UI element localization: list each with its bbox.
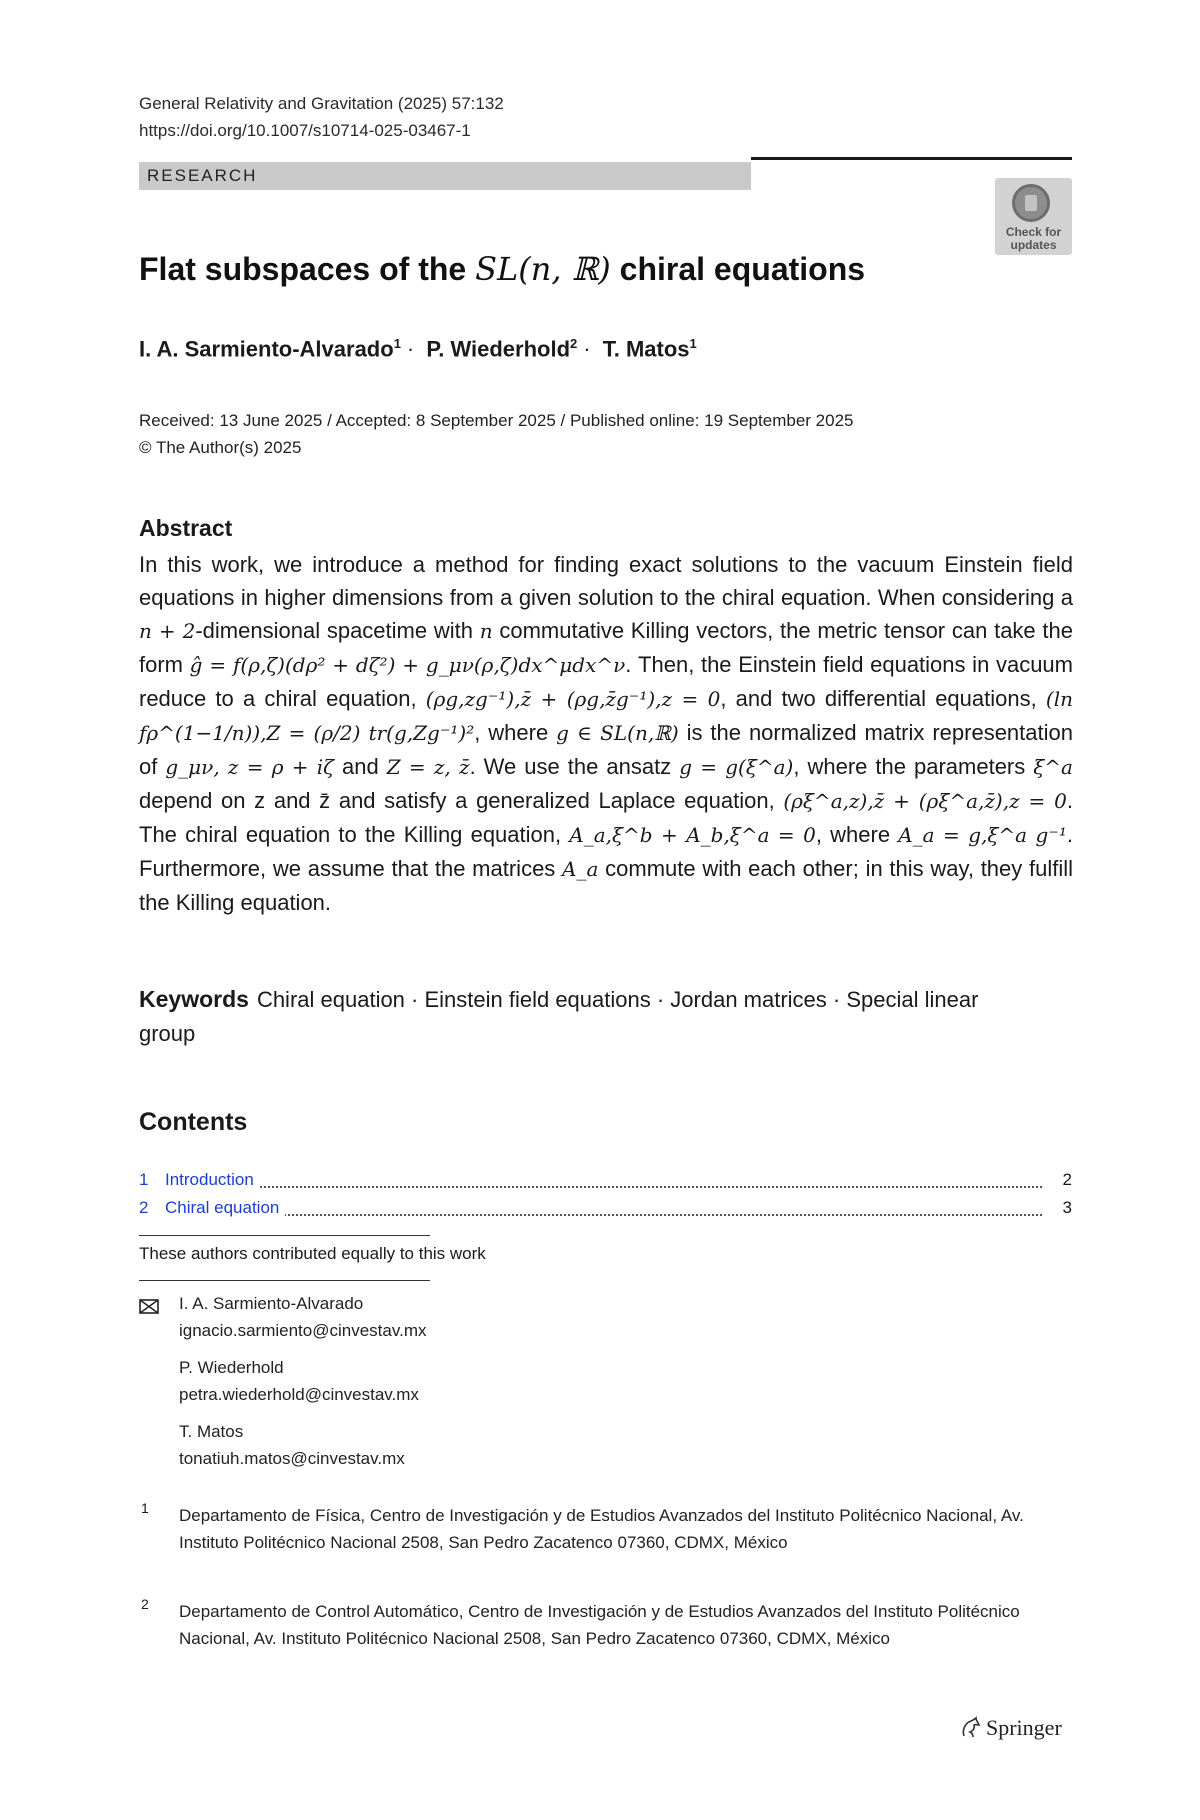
springer-horse-icon	[958, 1716, 982, 1740]
footnote-equal-contribution: These authors contributed equally to this work	[139, 1244, 486, 1263]
affiliation-text: Departamento de Física, Centro de Investigación y de Estudios Avanzados del Instituto Politécnico Nacional, Av. Instituto Politécnico Nacional 2508, San Pedro Zacatenco 07360, CDMX, México	[179, 1506, 1024, 1552]
check-updates-icon	[1012, 184, 1050, 222]
check-for-updates-badge[interactable]	[995, 178, 1072, 255]
doi-link[interactable]: https://doi.org/10.1007/s10714-025-03467-1	[139, 121, 471, 140]
affiliation-number: 1	[141, 1500, 149, 1516]
header-rule	[751, 157, 1072, 160]
affiliation-number: 2	[141, 1596, 149, 1612]
correspondence-entry	[179, 1354, 419, 1408]
correspondence-name: I. A. Sarmiento-Alvarado	[179, 1294, 364, 1313]
correspondence-email[interactable]: ignacio.sarmiento@cinvestav.mx	[179, 1321, 427, 1340]
author-affiliation-mark: 2	[570, 336, 578, 351]
keywords	[139, 982, 1039, 1051]
toc-leader	[165, 1202, 1042, 1216]
article-type-bar	[139, 162, 751, 190]
dates-line: Received: 13 June 2025 / Accepted: 8 September 2025 / Published online: 19 September 2025	[139, 411, 854, 430]
contents-heading: Contents	[139, 1108, 248, 1136]
author-list: I. A. Sarmiento-Alvarado$^1$ · P. Wiederhold$^2$ · T. Matos$^1$	[139, 336, 697, 362]
toc-link[interactable]: Chiral equation	[165, 1198, 285, 1218]
toc-page: 2	[1062, 1170, 1072, 1189]
title-prefix: Flat subspaces of the	[139, 251, 476, 287]
article-type-label: RESEARCH	[147, 166, 258, 185]
copyright-line: © The Author(s) 2025	[139, 438, 302, 457]
correspondence-entry	[179, 1290, 426, 1344]
toc-leader	[165, 1174, 1042, 1188]
toc-entry[interactable]	[139, 1198, 1072, 1224]
correspondence-entry	[179, 1418, 405, 1472]
correspondence-email[interactable]: tonatiuh.matos@cinvestav.mx	[179, 1449, 405, 1468]
footnote-rule	[139, 1235, 430, 1236]
toc-page: 3	[1062, 1198, 1072, 1217]
author-name[interactable]: I. A. Sarmiento-Alvarado	[139, 336, 394, 362]
toc-number: 1	[139, 1170, 149, 1189]
badge-label: Check for updates	[1005, 225, 1062, 252]
journal-citation: General Relativity and Gravitation (2025) 57:132	[139, 94, 504, 113]
correspondence-name: T. Matos	[179, 1422, 244, 1441]
keywords-label: Keywords	[139, 986, 249, 1012]
affiliation-text: Departamento de Control Automático, Centro de Investigación y de Estudios Avanzados del Instituto Politécnico Nacional, Av. Instituto Politécnico Nacional 2508, San Pedro Zacatenco 07360, CDMX, México	[179, 1602, 1020, 1648]
journal-header	[139, 90, 504, 144]
article-title	[139, 250, 865, 288]
correspondence-email[interactable]: petra.wiederhold@cinvestav.mx	[179, 1385, 419, 1404]
abstract-body: In this work, we introduce a method for finding exact solutions to the vacuum Einstein field equations in higher dimensions from a given solution to the chiral equation. When considering a n + 2-dimensional spacetime with n commutative Killing vectors, the metric tensor can take the form ĝ = f(ρ,ζ)(dρ² + dζ²) + g_μν(ρ,ζ)dx^μdx^ν. Then, the Einstein field equations in vacuum reduce to a chiral equation, (ρg,zg⁻¹),z̄ + (ρg,z̄g⁻¹),z = 0, and two differential equations, (ln fρ^(1−1/n)),Z = (ρ/2) tr(g,Zg⁻¹)², where g ∈ SL(n,ℝ) is the normalized matrix representation of g_μν, z = ρ + iζ and Z = z, z̄. We use the ansatz g = g(ξ^a), where the parameters ξ^a depend on z and z̄ and satisfy a generalized Laplace equation, (ρξ^a,z),z̄ + (ρξ^a,z̄),z = 0. The chiral equation to the Killing equation, A_a,ξ^b + A_b,ξ^a = 0, where A_a = g,ξ^a g⁻¹. Furthermore, we assume that the matrices A_a commute with each other; in this way, they fulfill the Killing equation.	[139, 552, 1074, 915]
abstract-heading: Abstract	[139, 515, 233, 541]
toc-entry[interactable]	[139, 1170, 1072, 1196]
toc-link[interactable]: Introduction	[165, 1170, 260, 1190]
footnote-rule	[139, 1280, 430, 1281]
publisher-logo	[958, 1715, 1062, 1741]
envelope-icon	[139, 1299, 159, 1314]
keywords-text: Chiral equation · Einstein field equations · Jordan matrices · Special linear group	[139, 987, 979, 1046]
author-name[interactable]: P. Wiederhold	[426, 336, 571, 362]
author-affiliation-mark: 1	[689, 336, 697, 351]
author-affiliation-mark: 1	[393, 336, 401, 351]
toc-number: 2	[139, 1198, 149, 1217]
author-name[interactable]: T. Matos	[602, 336, 690, 362]
correspondence-name: P. Wiederhold	[179, 1358, 284, 1377]
publisher-name: Springer	[986, 1715, 1062, 1740]
title-math: SL(n, ℝ)	[475, 250, 611, 288]
publication-dates	[139, 407, 854, 461]
title-suffix: chiral equations	[610, 251, 866, 287]
